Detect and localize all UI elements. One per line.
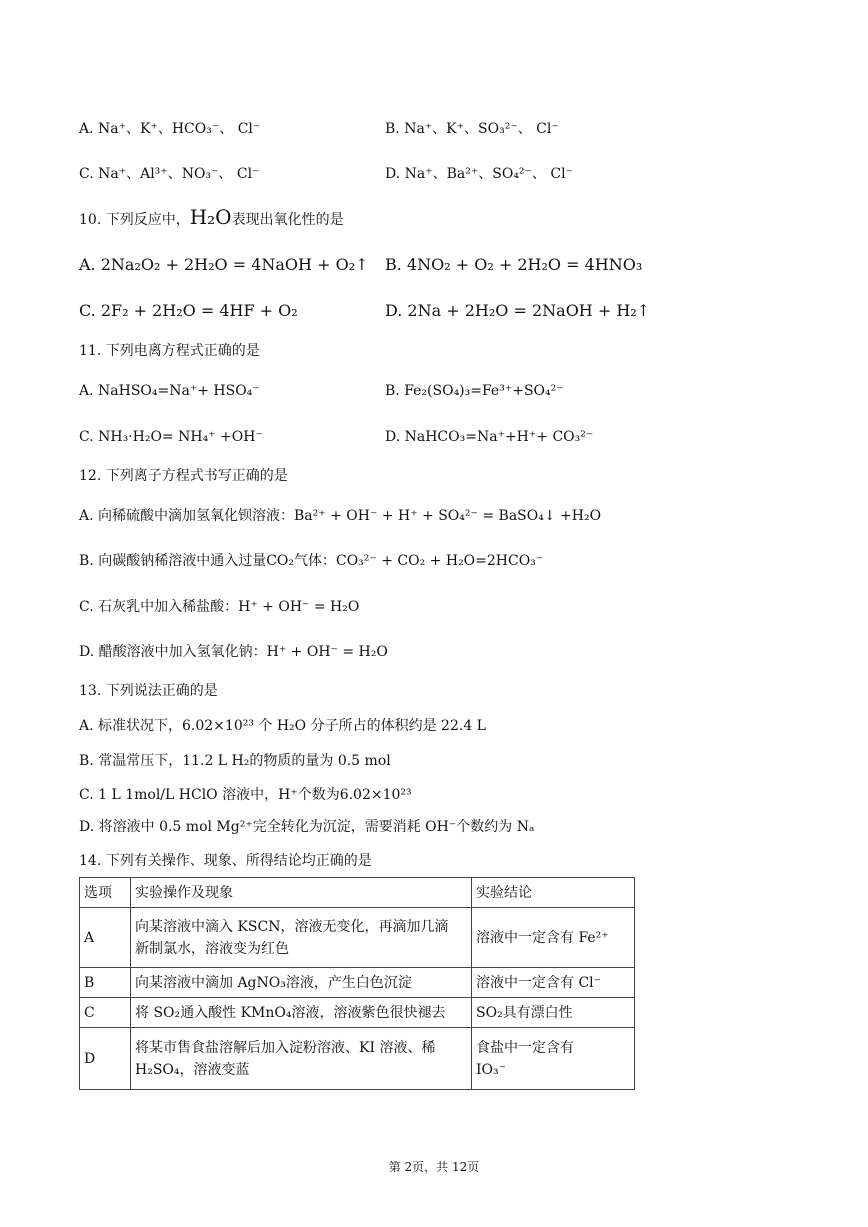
q11-option-a: A. NaHSO₄=Na⁺+ HSO₄⁻ — [79, 383, 260, 399]
row-option: A — [80, 908, 131, 968]
q12-stem: 12. 下列离子方程式书写正确的是 — [79, 468, 288, 484]
header-operation: 实验操作及现象 — [131, 878, 472, 908]
q9-option-d: D. Na⁺、Ba²⁺、SO₄²⁻、 Cl⁻ — [385, 166, 573, 182]
row-option: B — [80, 968, 131, 998]
q10-option-c: C. 2F₂ + 2H₂O = 4HF + O₂ — [79, 301, 298, 320]
table-row — [80, 998, 635, 1028]
row-option: C — [80, 998, 131, 1028]
q13-option-d: D. 将溶液中 0.5 mol Mg²⁺完全转化为沉淀，需要消耗 OH⁻个数约为 Nₐ — [79, 819, 535, 835]
q11-option-b: B. Fe₂(SO₄)₃=Fe³⁺+SO₄²⁻ — [385, 383, 564, 399]
q10-stem-post: 表现出氧化性的是 — [231, 212, 344, 228]
row-conclusion: 溶液中一定含有 Cl⁻ — [472, 968, 635, 998]
row-conclusion-line: 食盐中一定含有 — [476, 1039, 574, 1056]
table-row — [80, 968, 635, 998]
q10-stem-pre: 10. 下列反应中， — [79, 212, 190, 228]
row-operation-line: H₂SO₄，溶液变蓝 — [135, 1061, 250, 1078]
row-operation-line: 将某市售食盐溶解后加入淀粉溶液、KI 溶液、稀 — [135, 1039, 436, 1056]
q13-option-b: B. 常温常压下，11.2 L H₂的物质的量为 0.5 mol — [79, 753, 391, 769]
q11-option-c: C. NH₃·H₂O= NH₄⁺ +OH⁻ — [79, 429, 263, 445]
row-option: D — [80, 1028, 131, 1090]
row-conclusion: SO₂具有漂白性 — [472, 998, 635, 1028]
q10-stem — [79, 205, 344, 229]
row-operation — [131, 908, 472, 968]
header-conclusion: 实验结论 — [472, 878, 635, 908]
table-row — [80, 908, 635, 968]
table-row — [80, 1028, 635, 1090]
row-conclusion: 溶液中一定含有 Fe²⁺ — [472, 908, 635, 968]
table-header-row — [80, 878, 635, 908]
page-footer: 第 2页，共 12页 — [388, 1160, 480, 1174]
q9-option-a: A. Na⁺、K⁺、HCO₃⁻、 Cl⁻ — [79, 121, 261, 137]
q12-option-a: A. 向稀硫酸中滴加氢氧化钡溶液：Ba²⁺ + OH⁻ + H⁺ + SO₄²⁻ = BaSO₄↓ +H₂O — [79, 508, 602, 524]
q9-option-b: B. Na⁺、K⁺、SO₃²⁻、 Cl⁻ — [385, 121, 559, 137]
q10-option-b: B. 4NO₂ + O₂ + 2H₂O = 4HNO₃ — [385, 255, 643, 274]
row-conclusion-line: IO₃⁻ — [476, 1061, 507, 1078]
q11-stem: 11. 下列电离方程式正确的是 — [79, 343, 260, 359]
q10-option-d: D. 2Na + 2H₂O = 2NaOH + H₂↑ — [385, 301, 651, 320]
q10-option-a: A. 2Na₂O₂ + 2H₂O = 4NaOH + O₂↑ — [79, 255, 369, 274]
row-operation: 向某溶液中滴加 AgNO₃溶液，产生白色沉淀 — [131, 968, 472, 998]
q12-option-d: D. 醋酸溶液中加入氢氧化钠：H⁺ + OH⁻ = H₂O — [79, 644, 388, 660]
row-operation-line: 向某溶液中滴入 KSCN，溶液无变化，再滴加几滴 — [135, 918, 449, 935]
header-option: 选项 — [80, 878, 131, 908]
row-operation-line: 新制氯水，溶液变为红色 — [135, 940, 289, 957]
q13-stem: 13. 下列说法正确的是 — [79, 683, 218, 699]
q9-option-c: C. Na⁺、Al³⁺、NO₃⁻、 Cl⁻ — [79, 166, 260, 182]
q12-option-c: C. 石灰乳中加入稀盐酸：H⁺ + OH⁻ = H₂O — [79, 599, 360, 615]
q13-option-a: A. 标准状况下，6.02×10²³ 个 H₂O 分子所占的体积约是 22.4 L — [79, 718, 486, 734]
q11-option-d: D. NaHCO₃=Na⁺+H⁺+ CO₃²⁻ — [385, 429, 594, 445]
q12-option-b: B. 向碳酸钠稀溶液中通入过量CO₂气体：CO₃²⁻ + CO₂ + H₂O=2HCO₃⁻ — [79, 553, 544, 569]
q14-stem: 14. 下列有关操作、现象、所得结论均正确的是 — [79, 853, 372, 869]
q10-stem-formula: H₂O — [189, 205, 232, 229]
row-operation: 将 SO₂通入酸性 KMnO₄溶液，溶液紫色很快褪去 — [131, 998, 472, 1028]
q13-option-c: C. 1 L 1mol/L HClO 溶液中，H⁺个数为6.02×10²³ — [79, 787, 412, 803]
q14-table — [79, 877, 635, 1090]
row-conclusion — [472, 1028, 635, 1090]
row-operation — [131, 1028, 472, 1090]
